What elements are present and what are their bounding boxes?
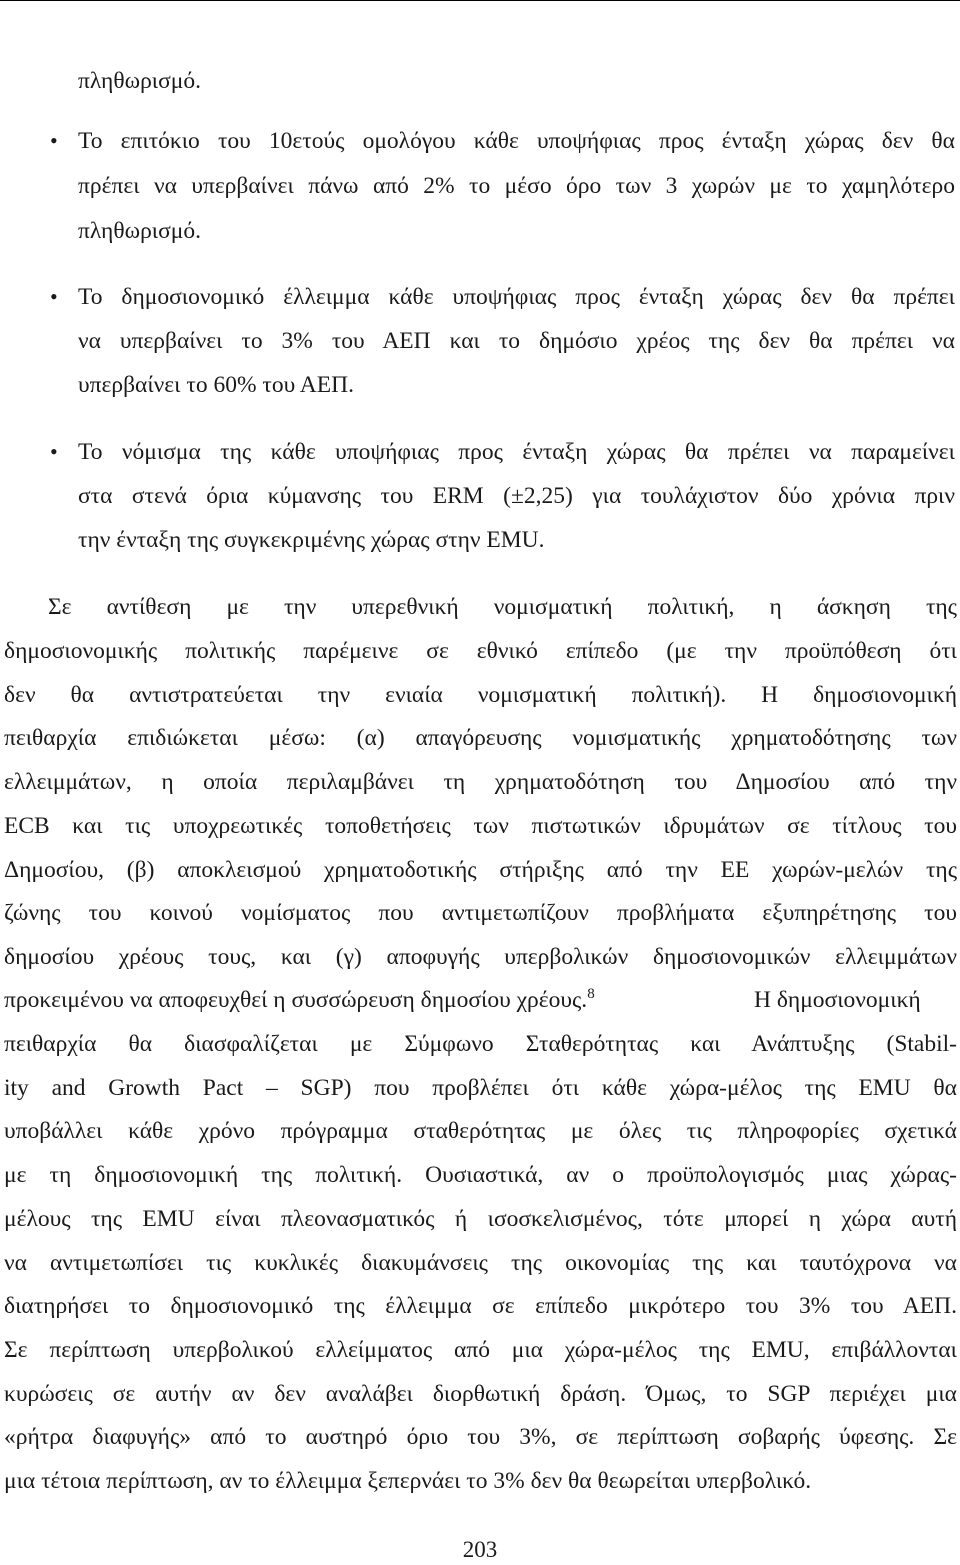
bullet-3-line-3: την ένταξη της συγκεκριμένης χώρας στην EMU. [78, 527, 545, 553]
footnote-ref[interactable]: 8 [587, 986, 595, 1002]
bullet-2-line-2: να υπερβαίνει το 3% του ΑΕΠ και το δημόσιο χρέος της δεν θα πρέπει να [78, 328, 955, 354]
paragraph-line-12: ity and Growth Pact – SGP) που προβλέπει ότι κάθε χώρα-μέλος της EMU θα [4, 1075, 957, 1101]
paragraph-line-10 [4, 985, 595, 1015]
paragraph-line-15: μέλους της EMU είναι πλεονασματικός ή ισοσκελισμένος, τότε μπορεί η χώρα αυτή [4, 1206, 957, 1232]
intro-tail-line: πληθωρισμό. [78, 68, 202, 94]
bullet-icon: • [50, 284, 58, 309]
paragraph-line-1: Σε αντίθεση με την υπερεθνική νομισματική πολιτική, η άσκηση της [48, 594, 957, 620]
bullet-2-line-1: Το δημοσιονομικό έλλειμμα κάθε υποψήφιας προς ένταξη χώρας δεν θα πρέπει [78, 284, 955, 310]
paragraph-line-20: «ρήτρα διαφυγής» από το αυστηρό όριο του 3%, σε περίπτωση σοβαρής ύφεσης. Σε [4, 1424, 957, 1450]
paragraph-line-17: διατηρήσει το δημοσιονομικό της έλλειμμα σε επίπεδο μικρότερο του 3% του ΑΕΠ. [4, 1293, 957, 1319]
bullet-1-line-1: Το επιτόκιο του 10ετούς ομολόγου κάθε υποψήφιας προς ένταξη χώρας δεν θα [78, 128, 955, 154]
bullet-1-line-2: πρέπει να υπερβαίνει πάνω από 2% το μέσο όρο των 3 χωρών με το χαμηλότερο [78, 173, 955, 199]
bullet-icon: • [50, 128, 58, 153]
paragraph-line-8: ζώνης του κοινού νομίσματος που αντιμετωπίζουν προβλήματα εξυπηρέτησης του [4, 900, 957, 926]
paragraph-line-18: Σε περίπτωση υπερβολικού ελλείμματος από μια χώρα-μέλος της EMU, επιβάλλονται [4, 1337, 957, 1363]
paragraph-line-9: δημοσίου χρέους τους, και (γ) αποφυγής υπερβολικών δημοσιονομικών ελλειμμάτων [4, 944, 957, 970]
paragraph-line-16: να αντιμετωπίσει τις κυκλικές διακυμάνσεις της οικονομίας της και ταυτόχρονα να [4, 1250, 957, 1276]
paragraph-line-10-text: προκειμένου να αποφευχθεί η συσσώρευση δημοσίου χρέους. [4, 987, 588, 1013]
paragraph-line-2: δημοσιονομικής πολιτικής παρέμεινε σε εθνικό επίπεδο (με την προϋπόθεση ότι [4, 638, 957, 664]
bullet-1-line-3: πληθωρισμό. [78, 218, 202, 244]
bullet-3-line-2: στα στενά όρια κύμανσης του ERM (±2,25) για τουλάχιστον δύο χρόνια πριν [78, 483, 955, 509]
paragraph-line-11: πειθαρχία θα διασφαλίζεται με Σύμφωνο Σταθερότητας και Ανάπτυξης (Stabil- [4, 1031, 957, 1057]
paragraph-line-21: μια τέτοια περίπτωση, αν το έλλειμμα ξεπερνάει το 3% δεν θα θεωρείται υπερβολικό. [4, 1468, 812, 1494]
paragraph-line-10-tail: Η δημοσιονομική [754, 987, 921, 1013]
paragraph-line-6: ECB και τις υποχρεωτικές τοποθετήσεις των πιστωτικών ιδρυμάτων σε τίτλους του [4, 813, 957, 839]
bullet-icon: • [50, 439, 58, 464]
top-rule [0, 0, 960, 1]
page-number: 203 [462, 1537, 498, 1562]
paragraph-line-3: δεν θα αντιστρατεύεται την ενιαία νομισματική πολιτική). Η δημοσιονομική [4, 682, 957, 708]
paragraph-line-13: υποβάλλει κάθε χρόνο πρόγραμμα σταθερότητας με όλες τις πληροφορίες σχετικά [4, 1118, 957, 1144]
paragraph-line-19: κυρώσεις σε αυτήν αν δεν αναλάβει διορθωτική δράση. Όμως, το SGP περιέχει μια [4, 1381, 957, 1407]
paragraph-line-7: Δημοσίου, (β) αποκλεισμού χρηματοδοτικής στήριξης από την ΕΕ χωρών-μελών της [4, 857, 957, 883]
paragraph-line-4: πειθαρχία επιδιώκεται μέσω: (α) απαγόρευσης νομισματικής χρηματοδότησης των [4, 725, 957, 751]
paragraph-line-5: ελλειμμάτων, η οποία περιλαμβάνει τη χρηματοδότηση του Δημοσίου από την [4, 769, 957, 795]
paragraph-line-14: με τη δημοσιονομική της πολιτική. Ουσιαστικά, αν ο προϋπολογισμός μιας χώρας- [4, 1162, 957, 1188]
bullet-2-line-3: υπερβαίνει το 60% του ΑΕΠ. [78, 372, 354, 398]
bullet-3-line-1: Το νόμισμα της κάθε υποψήφιας προς ένταξη χώρας θα πρέπει να παραμείνει [78, 439, 955, 465]
